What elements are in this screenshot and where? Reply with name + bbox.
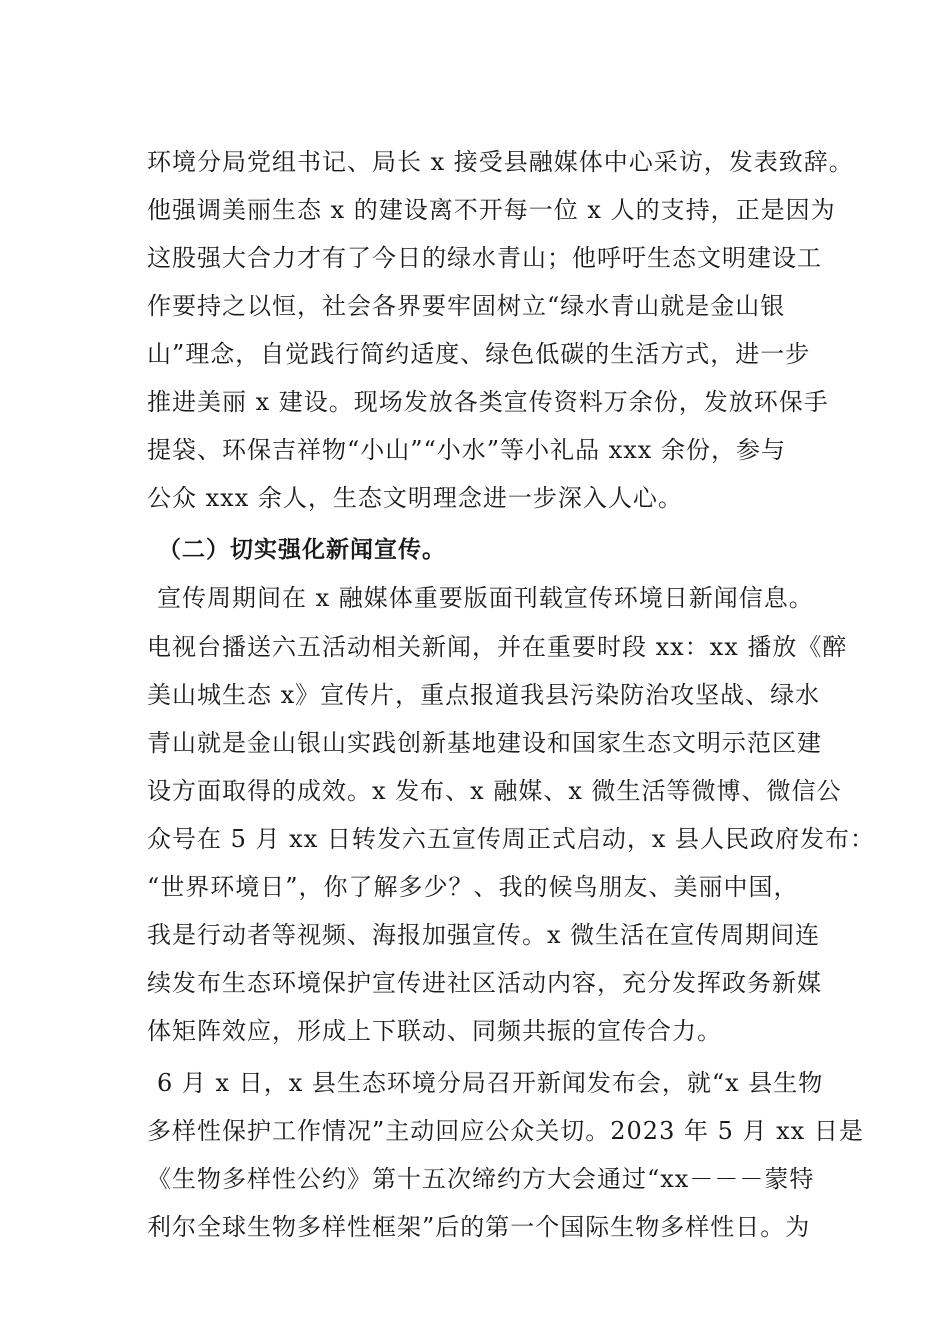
paragraph-line: 多样性保护工作情况”主动回应公众关切。2023 年 5 月 xx 日是 [147, 1117, 864, 1145]
paragraph-line: 提袋、环保吉祥物“小山”“小水”等小礼品 xxx 余份，参与 [147, 436, 786, 464]
paragraph-line: 设方面取得的成效。x 发布、x 融媒、x 微生活等微博、微信公 [147, 777, 842, 805]
paragraph-line: 《生物多样性公约》第十五次缔约方大会通过“xx－－－蒙特 [147, 1165, 815, 1193]
paragraph-line: 公众 xxx 余人，生态文明理念进一步深入人心。 [147, 484, 683, 512]
paragraph-line: 宣传周期间在 x 融媒体重要版面刊载宣传环境日新闻信息。 [157, 584, 814, 612]
paragraph-line: 6 月 x 日，x 县生态环境分局召开新闻发布会，就“x 县生物 [157, 1069, 824, 1097]
paragraph-line: 他强调美丽生态 x 的建设离不开每一位 x 人的支持，正是因为 [147, 196, 836, 224]
paragraph-line: 青山就是金山银山实践创新基地建设和国家生态文明示范区建 [147, 729, 822, 757]
paragraph-line: 续发布生态环境保护宣传进社区活动内容，充分发挥政务新媒 [147, 969, 822, 997]
paragraph-line: 众号在 5 月 xx 日转发六五宣传周正式启动，x 县人民政府发布： [147, 825, 876, 853]
paragraph-line: 体矩阵效应，形成上下联动、同频共振的宣传合力。 [147, 1017, 722, 1045]
paragraph-line: 环境分局党组书记、局长 x 接受县融媒体中心采访，发表致辞。 [147, 148, 854, 176]
paragraph-line: 推进美丽 x 建设。现场发放各类宣传资料万余份，发放环保手 [147, 388, 829, 416]
paragraph-line: “世界环境日”，你了解多少？、我的候鸟朋友、美丽中国， [147, 873, 799, 901]
paragraph-line: 美山城生态 x》宣传片，重点报道我县污染防治攻坚战、绿水 [147, 681, 821, 709]
section-heading: （二）切实强化新闻宣传。 [158, 537, 446, 563]
paragraph-line: 作要持之以恒，社会各界要牢固树立“绿水青山就是金山银 [147, 292, 786, 320]
paragraph-line: 我是行动者等视频、海报加强宣传。x 微生活在宣传周期间连 [147, 921, 821, 949]
paragraph-line: 利尔全球生物多样性框架”后的第一个国际生物多样性日。为 [147, 1213, 811, 1241]
paragraph-line: 山”理念，自觉践行简约适度、绿色低碳的生活方式，进一步 [147, 340, 811, 368]
paragraph-line: 电视台播送六五活动相关新闻，并在重要时段 xx：xx 播放《醉 [147, 633, 848, 661]
paragraph-line: 这股强大合力才有了今日的绿水青山；他呼吁生态文明建设工 [147, 244, 822, 272]
